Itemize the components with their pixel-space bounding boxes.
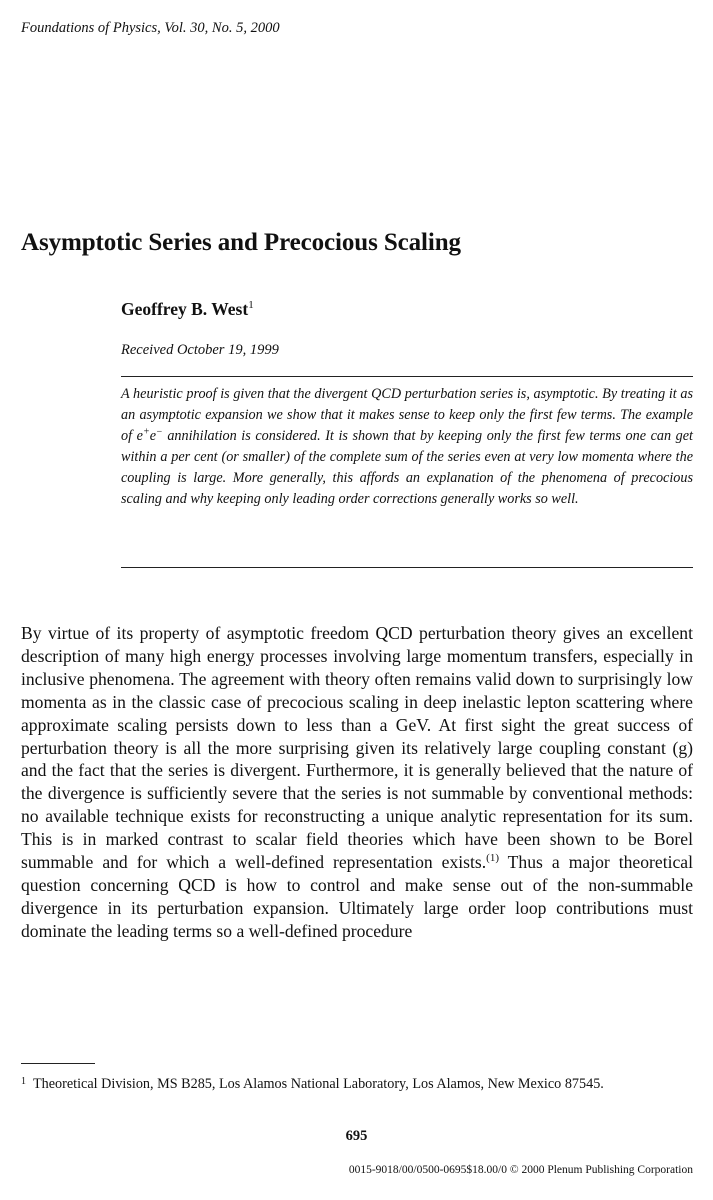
abstract-text-1: A heuristic proof is given that the divergent QCD perturbation series is, asymptotic. By treating it as an asymptotic expansion we show that it makes sense to keep only the first few terms. The example of e bbox=[121, 386, 693, 445]
author-name: Geoffrey B. West bbox=[121, 299, 249, 319]
citation-mark: (1) bbox=[486, 852, 499, 865]
page-number: 695 bbox=[345, 1128, 368, 1144]
footnote-rule bbox=[21, 1063, 95, 1064]
abstract-bottom-rule bbox=[121, 567, 693, 568]
abstract-superscript-plus: + bbox=[142, 426, 150, 438]
footnote-mark: 1 bbox=[21, 1076, 26, 1087]
paper-title: Asymptotic Series and Precocious Scaling bbox=[21, 229, 461, 256]
body-paragraph bbox=[21, 622, 693, 943]
abstract-text-2: annihilation is considered. It is shown that by keeping only the first few terms one can get within a per cent (or smaller) of the complete sum of the series even at very low momenta where the coupling is large. More generally, this affords an explanation of the phenomena of precocious scaling and why keeping only leading order corrections generally works so well. bbox=[121, 428, 693, 508]
journal-header: Foundations of Physics, Vol. 30, No. 5, 2000 bbox=[21, 20, 280, 36]
abstract-top-rule bbox=[121, 376, 693, 377]
abstract bbox=[121, 384, 693, 511]
author-footnote-mark: 1 bbox=[248, 299, 254, 312]
abstract-electron: e bbox=[149, 428, 156, 445]
author-line bbox=[121, 299, 254, 320]
copyright-line: 0015-9018/00/0500-0695$18.00/0 © 2000 Plenum Publishing Corporation bbox=[348, 1164, 693, 1176]
body-text-2: Thus a major theoretical question concerning QCD is how to control and make sense out of the non-summable divergence in its perturbation expansion. Ultimately large order loop contributions must dominate the leading terms so a well-defined procedure bbox=[21, 852, 693, 941]
footnote-text: Theoretical Division, MS B285, Los Alamos National Laboratory, Los Alamos, New Mexico 87545. bbox=[33, 1076, 604, 1092]
received-date: Received October 19, 1999 bbox=[121, 342, 279, 358]
abstract-superscript-minus: − bbox=[156, 426, 163, 438]
footnote bbox=[21, 1074, 693, 1094]
body-text-1: By virtue of its property of asymptotic freedom QCD perturbation theory gives an excellent description of many high energy processes involving large momentum transfers, especially in inclusive phenomena. The agreement with theory often remains valid down to surprisingly low momenta as in the classic case of precocious scaling in deep inelastic lepton scattering where approximate scaling persists down to less than a GeV. At first sight the great success of perturbation theory is all the more surprising given its relatively large coupling constant (g) and the fact that the series is divergent. Furthermore, it is generally believed that the nature of the divergence is sufficiently severe that the series is not summable by conventional methods: no available technique exists for reconstructing a unique analytic representation for its sum. This is in marked contrast to scalar field theories which have been shown to be Borel summable and for which a well-defined representation exists. bbox=[21, 623, 693, 873]
